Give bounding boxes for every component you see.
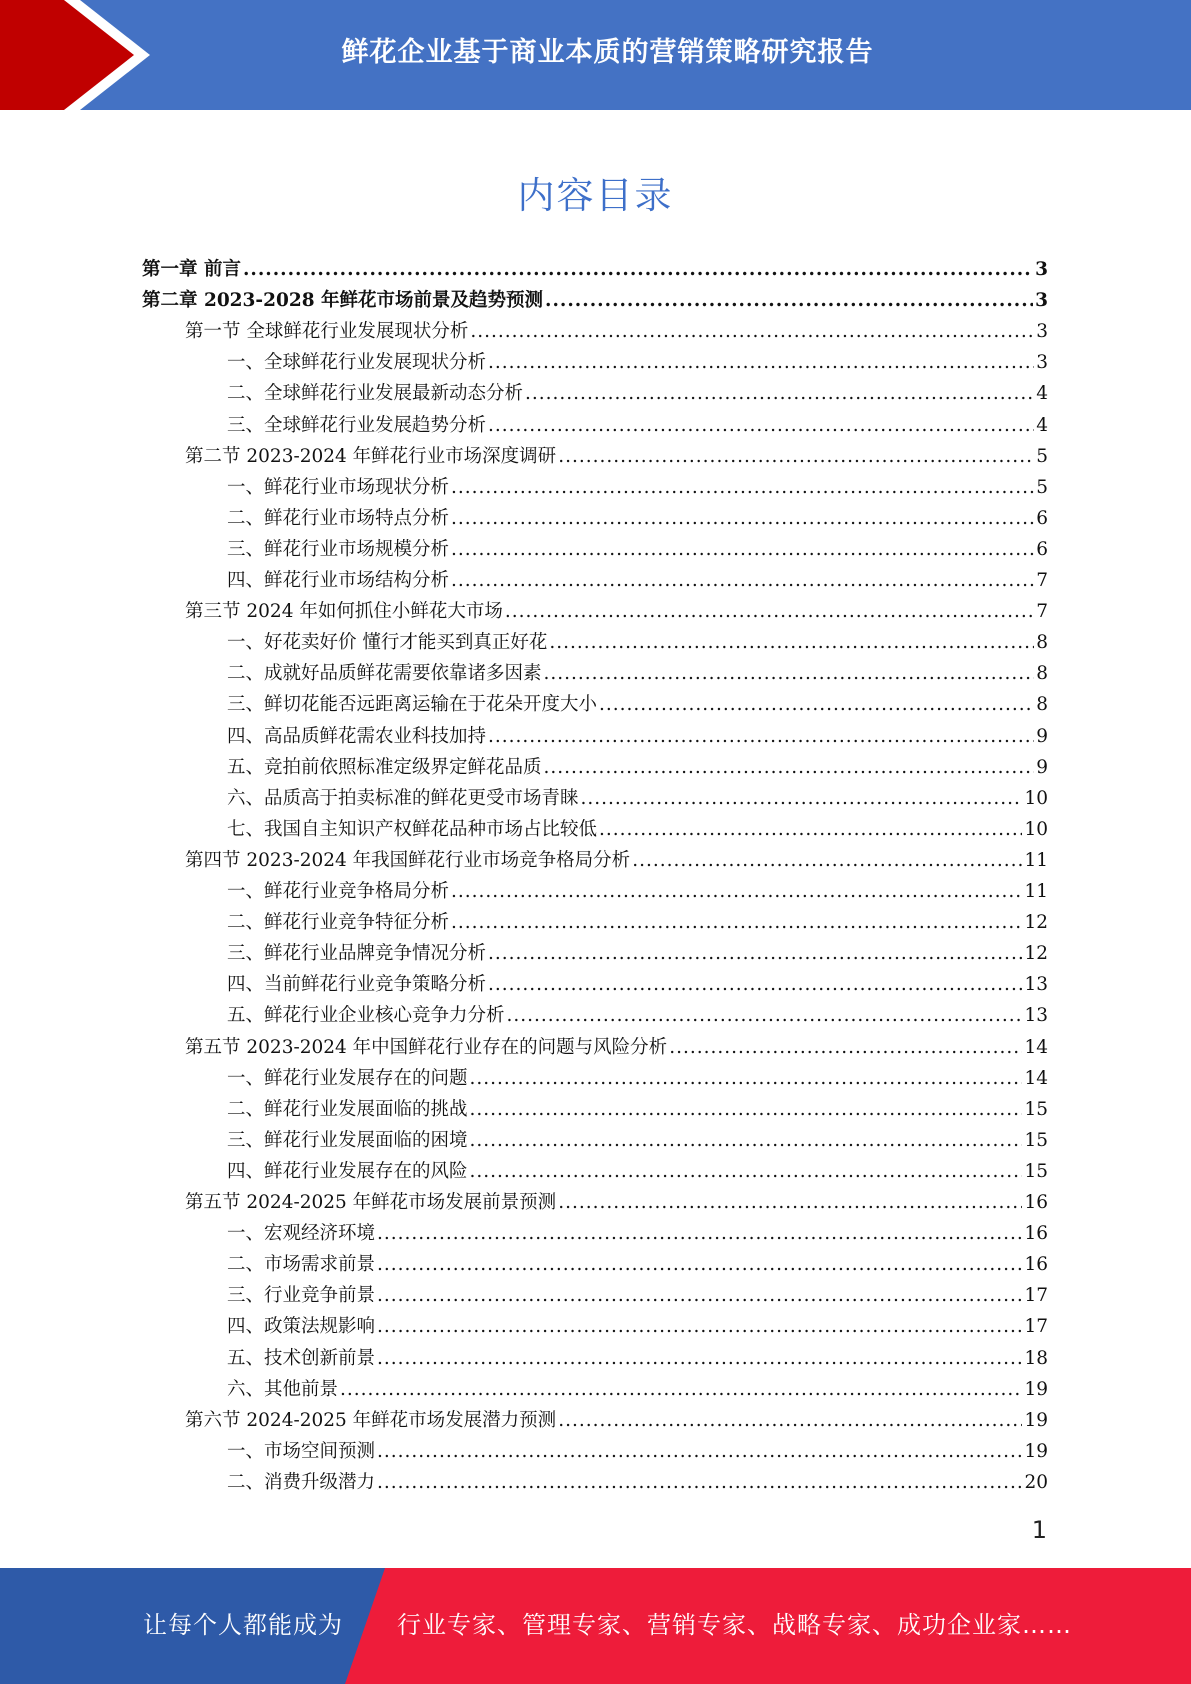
toc-entry-label: 四、高品质鲜花需农业科技加持 (227, 725, 487, 747)
toc-dot-leader (488, 721, 1034, 752)
toc-dot-leader (558, 441, 1034, 472)
toc-dot-leader (558, 1405, 1022, 1436)
toc-entry-page: 8 (1036, 663, 1048, 685)
toc-entry-label: 五、竞拍前依照标准定级界定鲜花品质 (227, 756, 542, 778)
toc-dot-leader (377, 1343, 1022, 1374)
toc-subsection[interactable] (227, 938, 1048, 969)
toc-subsection[interactable] (227, 783, 1048, 814)
toc-entry-page: 13 (1024, 1005, 1048, 1027)
toc-subsection[interactable] (227, 969, 1048, 1000)
toc-dot-leader (632, 845, 1022, 876)
toc-subsection[interactable] (227, 1156, 1048, 1187)
toc-dot-leader (470, 1063, 1023, 1094)
toc-dot-leader (340, 1374, 1022, 1405)
toc-entry-label: 四、当前鲜花行业竞争策略分析 (227, 974, 487, 996)
toc-entry-page: 15 (1024, 1160, 1048, 1182)
toc-entry-label: 三、鲜花行业品牌竞争情况分析 (227, 943, 487, 965)
toc-subsection[interactable] (227, 1374, 1048, 1405)
toc-dot-leader (470, 1094, 1023, 1125)
toc-chapter[interactable] (142, 254, 1048, 285)
toc-section[interactable] (185, 316, 1048, 347)
toc-dot-leader (488, 347, 1034, 378)
toc-dot-leader (488, 410, 1034, 441)
toc-dot-leader (470, 1125, 1023, 1156)
toc-entry-page: 13 (1024, 974, 1048, 996)
toc-subsection[interactable] (227, 1094, 1048, 1125)
toc-subsection[interactable] (227, 1218, 1048, 1249)
footer-banner (0, 1568, 1191, 1684)
toc-entry-page: 8 (1036, 694, 1048, 716)
toc-entry-page: 9 (1036, 725, 1048, 747)
toc-subsection[interactable] (227, 1125, 1048, 1156)
toc-entry-page: 3 (1036, 352, 1048, 374)
toc-entry-page: 3 (1035, 290, 1048, 312)
toc-dot-leader (377, 1311, 1022, 1342)
toc-entry-label: 三、鲜切花能否远距离运输在于花朵开度大小 (227, 694, 598, 716)
toc-entry-label: 二、全球鲜花行业发展最新动态分析 (227, 383, 524, 405)
toc-entry-page: 19 (1024, 1440, 1048, 1462)
toc-entry-label: 四、鲜花行业市场结构分析 (227, 570, 450, 591)
toc-entry-page: 17 (1024, 1316, 1048, 1338)
toc-subsection[interactable] (227, 565, 1048, 596)
toc-entry-label: 二、成就好品质鲜花需要依靠诸多因素 (227, 663, 542, 685)
toc-dot-leader (505, 596, 1034, 627)
toc-entry-label: 一、市场空间预测 (227, 1440, 376, 1462)
toc-entry-label: 第二章 2023-2028 年鲜花市场前景及趋势预测 (142, 290, 544, 312)
toc-dot-leader (451, 472, 1034, 503)
toc-entry-page: 10 (1024, 787, 1048, 809)
toc-dot-leader (488, 969, 1022, 1000)
toc-entry-label: 六、品质高于拍卖标准的鲜花更受市场青睐 (227, 787, 579, 809)
report-title: 鲜花企业基于商业本质的营销策略研究报告 (341, 37, 874, 68)
toc-dot-leader (549, 627, 1034, 658)
toc-subsection[interactable] (227, 410, 1048, 441)
toc-entry-page: 11 (1024, 881, 1048, 902)
toc-entry-label: 六、其他前景 (227, 1378, 339, 1400)
toc-entry-page: 14 (1024, 1036, 1048, 1058)
toc-dot-leader (451, 503, 1034, 534)
toc-subsection[interactable] (227, 378, 1048, 409)
toc-entry-page: 17 (1024, 1285, 1048, 1307)
toc-subsection[interactable] (227, 1467, 1048, 1498)
toc-dot-leader (377, 1467, 1022, 1498)
toc-entry-label: 五、技术创新前景 (227, 1347, 376, 1369)
toc-dot-leader (599, 689, 1034, 720)
toc-dot-leader (451, 876, 1022, 907)
toc-entry-label: 一、全球鲜花行业发展现状分析 (227, 352, 487, 374)
toc-entry-label: 第三节 2024 年如何抓住小鲜花大市场 (185, 601, 503, 623)
toc-entry-page: 7 (1036, 570, 1048, 591)
toc-dot-leader (581, 783, 1023, 814)
toc-dot-leader (377, 1249, 1022, 1280)
toc-dot-leader (377, 1280, 1022, 1311)
toc-subsection[interactable] (227, 1311, 1048, 1342)
toc-dot-leader (669, 1032, 1022, 1063)
footer-slogan-left: 让每个人都能成为 (143, 1611, 343, 1639)
toc-entry-label: 二、鲜花行业市场特点分析 (227, 507, 450, 529)
toc-heading: 内容目录 (517, 174, 674, 217)
toc-dot-leader (470, 1156, 1023, 1187)
toc-subsection[interactable] (227, 907, 1048, 938)
toc-entry-label: 二、鲜花行业发展面临的挑战 (227, 1098, 468, 1120)
toc-subsection[interactable] (227, 876, 1048, 907)
toc-subsection[interactable] (227, 1063, 1048, 1094)
toc-entry-page: 5 (1036, 445, 1048, 467)
toc-subsection[interactable] (227, 1000, 1048, 1031)
toc-entry-label: 第一节 全球鲜花行业发展现状分析 (185, 321, 469, 343)
toc-dot-leader (599, 814, 1022, 845)
toc-entry-page: 18 (1024, 1347, 1048, 1369)
toc-subsection[interactable] (227, 1280, 1048, 1311)
toc-subsection[interactable] (227, 1249, 1048, 1280)
toc-section[interactable] (185, 441, 1048, 472)
toc-dot-leader (243, 254, 1033, 285)
toc-entry-page: 16 (1024, 1192, 1048, 1213)
toc-entry-label: 一、好花卖好价 懂行才能买到真正好花 (227, 632, 548, 654)
toc-entry-page: 3 (1035, 259, 1048, 280)
toc-entry-page: 15 (1024, 1098, 1048, 1120)
toc-entry-label: 一、鲜花行业发展存在的问题 (227, 1067, 468, 1089)
toc-entry-page: 20 (1024, 1471, 1048, 1493)
toc-entry-page: 12 (1024, 912, 1048, 934)
toc-entry-page: 4 (1036, 383, 1048, 405)
toc-entry-label: 四、政策法规影响 (227, 1316, 376, 1338)
toc-dot-leader (558, 1187, 1022, 1218)
toc-dot-leader (525, 378, 1034, 409)
toc-subsection[interactable] (227, 752, 1048, 783)
toc-chapter[interactable] (142, 285, 1048, 316)
toc-subsection[interactable] (227, 1343, 1048, 1374)
toc-entry-page: 3 (1036, 321, 1048, 343)
toc-entry-label: 三、鲜花行业发展面临的困境 (227, 1129, 468, 1151)
toc-entry-label: 第五节 2023-2024 年中国鲜花行业存在的问题与风险分析 (185, 1036, 668, 1058)
toc-dot-leader (507, 1000, 1023, 1031)
toc-dot-leader (377, 1218, 1022, 1249)
toc-entry-label: 二、市场需求前景 (227, 1254, 376, 1276)
toc-entry-label: 一、宏观经济环境 (227, 1223, 376, 1245)
toc-dot-leader (545, 285, 1033, 316)
toc-entry-label: 七、我国自主知识产权鲜花品种市场占比较低 (227, 818, 598, 840)
toc-entry-label: 三、鲜花行业市场规模分析 (227, 538, 450, 560)
toc-dot-leader (488, 938, 1022, 969)
toc-entry-page: 14 (1024, 1067, 1048, 1089)
toc-section[interactable] (185, 596, 1048, 627)
toc-entry-label: 第五节 2024-2025 年鲜花市场发展前景预测 (185, 1192, 557, 1213)
toc-section[interactable] (185, 1187, 1048, 1218)
toc-entry-label: 第六节 2024-2025 年鲜花市场发展潜力预测 (185, 1409, 557, 1431)
toc-subsection[interactable] (227, 503, 1048, 534)
toc-entry-label: 三、全球鲜花行业发展趋势分析 (227, 414, 487, 436)
toc-entry-page: 10 (1024, 818, 1048, 840)
toc-entry-page: 6 (1036, 538, 1048, 560)
toc-subsection[interactable] (227, 534, 1048, 565)
toc-entry-label: 四、鲜花行业发展存在的风险 (227, 1160, 468, 1182)
toc-section[interactable] (185, 845, 1048, 876)
toc-entry-page: 12 (1024, 943, 1048, 965)
toc-entry-page: 7 (1036, 601, 1048, 623)
toc-entry-label: 一、鲜花行业竞争格局分析 (227, 881, 450, 902)
toc-dot-leader (451, 565, 1034, 596)
toc-entry-label: 二、鲜花行业竞争特征分析 (227, 912, 450, 934)
header-banner (0, 0, 1191, 110)
toc-entry-label: 五、鲜花行业企业核心竞争力分析 (227, 1005, 505, 1027)
toc-entry-page: 16 (1024, 1223, 1048, 1245)
toc-subsection[interactable] (227, 347, 1048, 378)
toc-entry-label: 第四节 2023-2024 年我国鲜花行业市场竞争格局分析 (185, 849, 631, 871)
toc-subsection[interactable] (227, 1436, 1048, 1467)
toc-entry-page: 9 (1036, 756, 1048, 778)
toc-section[interactable] (185, 1405, 1048, 1436)
footer-slogan-right: 行业专家、管理专家、营销专家、战略专家、成功企业家…… (397, 1611, 1072, 1639)
toc-entry-label: 第一章 前言 (142, 259, 241, 280)
toc-dot-leader (451, 907, 1022, 938)
toc-dot-leader (377, 1436, 1022, 1467)
toc-dot-leader (470, 316, 1034, 347)
toc-entry-page: 15 (1024, 1129, 1048, 1151)
toc-section[interactable] (185, 1032, 1048, 1063)
toc-dot-leader (544, 658, 1035, 689)
toc-subsection[interactable] (227, 814, 1048, 845)
toc-entry-page: 8 (1036, 632, 1048, 654)
toc-subsection[interactable] (227, 658, 1048, 689)
toc-subsection[interactable] (227, 721, 1048, 752)
toc-entry-page: 19 (1024, 1378, 1048, 1400)
page-number: 1 (1031, 1516, 1047, 1544)
toc-entry-page: 19 (1024, 1409, 1048, 1431)
toc-entry-page: 4 (1036, 414, 1048, 436)
toc-subsection[interactable] (227, 472, 1048, 503)
toc-entry-label: 一、鲜花行业市场现状分析 (227, 476, 450, 498)
toc-entry-label: 三、行业竞争前景 (227, 1285, 376, 1307)
toc-entry-label: 二、消费升级潜力 (227, 1471, 376, 1493)
toc-subsection[interactable] (227, 627, 1048, 658)
toc-dot-leader (451, 534, 1034, 565)
toc-entry-page: 11 (1024, 849, 1048, 871)
toc-entry-page: 5 (1036, 476, 1048, 498)
toc-subsection[interactable] (227, 689, 1048, 720)
toc-entry-page: 6 (1036, 507, 1048, 529)
toc-dot-leader (544, 752, 1035, 783)
toc-entry-label: 第二节 2023-2024 年鲜花行业市场深度调研 (185, 445, 557, 467)
toc-entry-page: 16 (1024, 1254, 1048, 1276)
